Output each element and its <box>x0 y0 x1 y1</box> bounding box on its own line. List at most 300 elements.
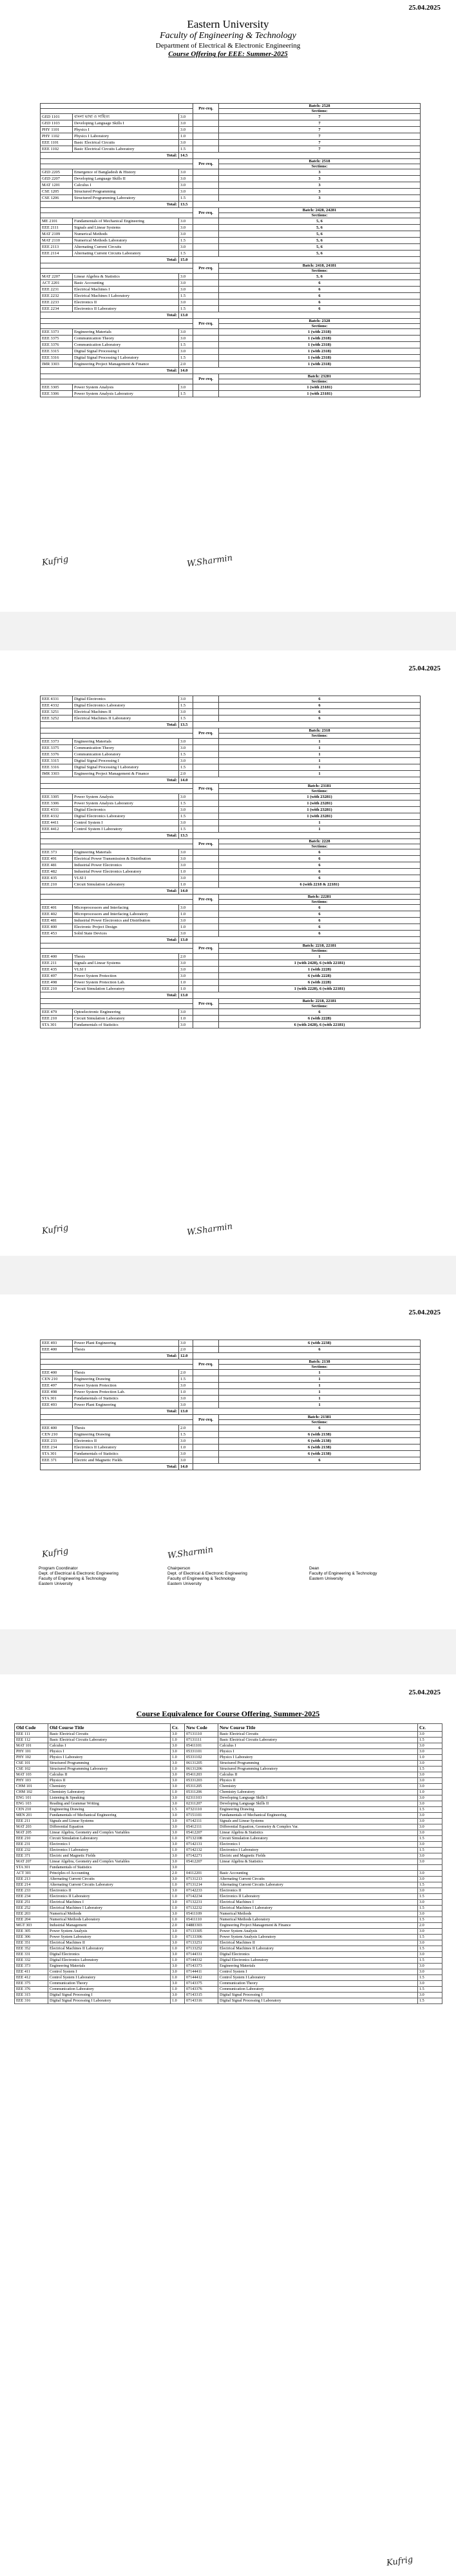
course-title: Power Plant Engineering <box>73 1340 179 1347</box>
new-code: 07142132 <box>185 1848 218 1853</box>
course-code: EEE 3306 <box>41 391 73 397</box>
total-row <box>41 257 421 263</box>
course-row <box>41 960 421 967</box>
course-title: Circuit Simulation Laboratory <box>73 882 179 888</box>
total-value: 15.0 <box>179 257 193 263</box>
new-credit: 1.5 <box>418 1987 442 1993</box>
course-credit: 1.5 <box>179 703 193 709</box>
course-code: EEE 2111 <box>41 225 73 231</box>
new-code: 07142233 <box>185 1888 218 1894</box>
course-code: ACT 2201 <box>41 280 73 287</box>
course-sections: 6 <box>219 1425 421 1432</box>
course-row <box>41 391 421 397</box>
batch-header <box>41 208 421 213</box>
course-prereq <box>193 231 219 238</box>
total-row <box>41 1464 421 1470</box>
new-code: 07143316 <box>185 1998 218 2004</box>
course-code: EEE 1102 <box>41 146 73 153</box>
course-title: Linear Algebra & Statistics <box>73 274 179 280</box>
sections-header <box>41 949 421 954</box>
new-title: Physics I <box>218 1749 418 1755</box>
course-code: EEE 211 <box>41 960 73 967</box>
new-credit: 1.5 <box>418 1935 442 1940</box>
new-credit: 1.5 <box>418 1807 442 1813</box>
course-prereq <box>193 1009 219 1016</box>
old-credit: 3.0 <box>171 1865 185 1871</box>
course-title: বাংলা ভাষা ও সাহিত্য <box>73 114 179 120</box>
new-credit: 3.0 <box>418 1911 442 1917</box>
course-prereq <box>193 764 219 771</box>
course-sections: 6 <box>219 924 421 931</box>
course-credit: 1.5 <box>179 826 193 833</box>
course-code: EEE 2233 <box>41 299 73 306</box>
course-row <box>41 361 421 368</box>
course-prereq <box>193 771 219 777</box>
new-code: 05411109 <box>185 1911 218 1917</box>
old-code: EEE 233 <box>15 1888 48 1894</box>
old-code: EEE 412 <box>15 1975 48 1981</box>
sections-label: Sections: <box>219 734 421 739</box>
batch-label: Batch: 2518 <box>219 159 421 164</box>
old-title: Structured Programming Laboratory <box>48 1766 171 1772</box>
new-credit: 1.5 <box>418 1958 442 1964</box>
course-code: STA 301 <box>41 1451 73 1457</box>
course-title: Power System Protection Lab. <box>73 1389 179 1396</box>
total-value: 13.5 <box>179 202 193 208</box>
course-sections: 6 (with 2138) <box>219 1438 421 1444</box>
new-credit: 1.5 <box>418 1848 442 1853</box>
course-sections: 6 <box>219 1009 421 1016</box>
course-credit: 1.5 <box>179 1432 193 1438</box>
course-prereq <box>193 355 219 361</box>
course-credit: 3.0 <box>179 862 193 869</box>
course-credit: 3.0 <box>179 384 193 391</box>
total-row <box>41 937 421 943</box>
course-row <box>41 703 421 709</box>
course-prereq <box>193 911 219 918</box>
batch-label: Batch: 2328 <box>219 319 421 324</box>
course-row <box>41 1009 421 1016</box>
course-prereq <box>193 280 219 287</box>
course-row <box>41 1402 421 1408</box>
course-code: EEE 3306 <box>41 800 73 807</box>
course-code: EEE 401 <box>41 905 73 911</box>
new-title: Communication Theory <box>218 1981 418 1987</box>
new-credit: 3.0 <box>418 1743 442 1749</box>
course-sections: 5, 6 <box>219 238 421 244</box>
course-title: Electrical Machines II <box>73 709 179 715</box>
course-credit: 3.0 <box>179 287 193 293</box>
total-value: 14.0 <box>179 777 193 784</box>
new-title: Digital Signal Processing I <box>218 1993 418 1998</box>
course-title: Engineering Drawing <box>73 1432 179 1438</box>
old-title: Principles of Accounting <box>48 1871 171 1877</box>
sections-label: Sections: <box>219 949 421 954</box>
course-code: EEE 435 <box>41 875 73 882</box>
old-code: EEE 231 <box>15 1842 48 1848</box>
course-title: Electronics II Laboratory <box>73 306 179 312</box>
course-title: Structured Programming <box>73 189 179 195</box>
course-title: VLSI I <box>73 875 179 882</box>
course-row <box>41 709 421 715</box>
course-prereq <box>193 1383 219 1389</box>
new-code: 07143315 <box>185 1993 218 1998</box>
course-code: EEE 400 <box>41 1370 73 1376</box>
course-sections: 6 <box>219 696 421 703</box>
course-sections: 1 (with 2318) <box>219 342 421 348</box>
course-sections: 1 <box>219 820 421 826</box>
new-credit: 3.0 <box>418 1824 442 1830</box>
course-sections: 6 (with 2428), 6 (with 22181) <box>219 1022 421 1028</box>
course-prereq <box>193 1376 219 1383</box>
course-credit: 3.0 <box>179 745 193 752</box>
course-credit: 1.0 <box>179 869 193 875</box>
new-title: Engineering Drawing <box>218 1807 418 1813</box>
signature-row <box>39 554 438 580</box>
course-title: Emergence of Bangladesh & History <box>73 169 179 176</box>
new-title: Digital Electronics Laboratory <box>218 1958 418 1964</box>
new-title: Chemistry <box>218 1784 418 1790</box>
course-title: Microprocessors and Interfacing Laboratory <box>73 911 179 918</box>
course-sections: 6 (with 2138) <box>219 1444 421 1451</box>
course-credit: 3.0 <box>179 820 193 826</box>
course-title: Structured Programming Laboratory <box>73 195 179 202</box>
sections-header <box>41 269 421 274</box>
total-row <box>41 1408 421 1415</box>
old-title: Signals and Linear Systems <box>48 1819 171 1824</box>
course-row <box>41 973 421 980</box>
old-code: MAT 103 <box>15 1772 48 1778</box>
course-title: Signals and Linear Systems <box>73 960 179 967</box>
course-code: EEE 491 <box>41 856 73 862</box>
coordinator-block: Program Coordinator Dept. of Electrical & Electronic Engineering Faculty of Engineering & Technology Eastern University <box>39 1566 119 1586</box>
old-credit: 3.0 <box>171 1853 185 1859</box>
total-row <box>41 833 421 839</box>
course-sections: 6 (with 2218 & 22181) <box>219 882 421 888</box>
course-prereq <box>193 287 219 293</box>
course-title: VLSI I <box>73 967 179 973</box>
total-label: Total: <box>41 833 179 839</box>
old-title: Fundamentals of Statistics <box>48 1865 171 1871</box>
course-title: Numerical Methods <box>73 231 179 238</box>
course-row <box>41 329 421 336</box>
course-prereq <box>193 967 219 973</box>
sections-label: Sections: <box>219 1004 421 1009</box>
course-prereq <box>193 1457 219 1464</box>
course-sections: 1 <box>219 1402 421 1408</box>
batch-label: Batch: 22281 <box>219 895 421 900</box>
course-row <box>41 745 421 752</box>
course-prereq <box>193 1402 219 1408</box>
old-title: Basic Electrical Circuits Laboratory <box>48 1738 171 1743</box>
course-row <box>41 849 421 856</box>
new-credit: 2.0 <box>418 1923 442 1929</box>
course-sections: 6 <box>219 703 421 709</box>
course-code: MAT 2207 <box>41 274 73 280</box>
course-credit: 3.0 <box>179 280 193 287</box>
course-title: Industrial Power Electronics and Distribution <box>73 918 179 924</box>
new-code: 07142131 <box>185 1842 218 1848</box>
new-credit: 1.0 <box>418 1790 442 1795</box>
course-prereq <box>193 1347 219 1353</box>
course-row <box>41 244 421 251</box>
course-title: Digital Electronics <box>73 696 179 703</box>
course-code: EEE 400 <box>41 1425 73 1432</box>
old-credit: 1.0 <box>171 1894 185 1900</box>
course-title: Thesis <box>73 954 179 960</box>
old-credit: 3.0 <box>171 1911 185 1917</box>
course-credit: 3.0 <box>179 1396 193 1402</box>
equivalence-row <box>15 1877 442 1882</box>
new-title: Calculus I <box>218 1743 418 1749</box>
new-title: Physics I Laboratory <box>218 1755 418 1761</box>
new-code: 07133305 <box>185 1929 218 1935</box>
course-credit: 3.0 <box>179 1022 193 1028</box>
new-code: 07144331 <box>185 1952 218 1958</box>
course-title: Basic Electrical Circuits <box>73 140 179 146</box>
course-title: Microprocessors and Interfacing <box>73 905 179 911</box>
course-code: EEE 3375 <box>41 745 73 752</box>
old-title: Communication Theory <box>48 1981 171 1987</box>
signature-area <box>39 1545 438 1604</box>
old-credit: 1.5 <box>171 1807 185 1813</box>
course-prereq <box>193 140 219 146</box>
course-sections: 1 (with 23281) <box>219 813 421 820</box>
new-title: Linear Algebra & Statistics <box>218 1859 418 1865</box>
old-credit: 3.0 <box>171 1784 185 1790</box>
course-prereq <box>193 800 219 807</box>
course-credit: 3.0 <box>179 918 193 924</box>
batch-label: Batch: 2318 <box>219 728 421 734</box>
new-code: 07142111 <box>185 1819 218 1824</box>
course-sections: 1 <box>219 752 421 758</box>
course-code: EEE 210 <box>41 882 73 888</box>
course-code: EEE 373 <box>41 849 73 856</box>
course-prereq <box>193 954 219 960</box>
course-title: Fundamentals of Statistics <box>73 1022 179 1028</box>
course-code: GED 2205 <box>41 169 73 176</box>
course-prereq <box>193 739 219 745</box>
course-title: Physics I Laboratory <box>73 133 179 140</box>
equivalence-row <box>15 1859 442 1865</box>
new-title: Linear Algebra & Statistics <box>218 1830 418 1836</box>
equivalence-row <box>15 1952 442 1958</box>
equivalence-row <box>15 1865 442 1871</box>
sections-label: Sections: <box>219 1365 421 1370</box>
new-code: 05412207 <box>185 1859 218 1865</box>
total-label: Total: <box>41 777 179 784</box>
course-prereq <box>193 244 219 251</box>
course-row <box>41 869 421 875</box>
new-code: 07143373 <box>185 1964 218 1969</box>
course-prereq <box>193 980 219 986</box>
course-credit: 3.0 <box>179 218 193 225</box>
equivalence-row <box>15 1946 442 1952</box>
chair-signature: W.Sharmin <box>167 1545 214 1561</box>
sections-label: Sections: <box>219 109 421 114</box>
equivalence-row <box>15 1795 442 1801</box>
sections-label: Sections: <box>219 789 421 794</box>
sections-label: Sections: <box>219 269 421 274</box>
batch-label: Batch: 2138 <box>219 1359 421 1365</box>
course-row <box>41 794 421 800</box>
new-credit: 3.0 <box>418 1969 442 1975</box>
sections-header <box>41 844 421 849</box>
course-code: EEE 481 <box>41 862 73 869</box>
course-title: Power System Protection Lab. <box>73 980 179 986</box>
new-credit: 3.0 <box>418 1859 442 1865</box>
course-code: EEE 497 <box>41 973 73 980</box>
course-title: Basic Accounting <box>73 280 179 287</box>
new-title: Electrical Machines II Laboratory <box>218 1946 418 1952</box>
course-credit: 3.0 <box>179 709 193 715</box>
equivalence-header: Cr. <box>171 1724 185 1732</box>
course-code: PHY 1101 <box>41 127 73 133</box>
course-credit: 1.5 <box>179 752 193 758</box>
course-title: Calculus I <box>73 182 179 189</box>
course-credit: 3.0 <box>179 329 193 336</box>
course-sections: 1 (with 2318) <box>219 361 421 368</box>
course-prereq <box>193 1370 219 1376</box>
prereq-label: Pre-req. <box>193 208 219 218</box>
new-code: 07132108 <box>185 1836 218 1842</box>
batch-label: Batch: 2418, 24181 <box>219 263 421 269</box>
course-sections: 6 <box>219 306 421 312</box>
course-code: EEE 210 <box>41 1016 73 1022</box>
old-title: Engineering Materials <box>48 1964 171 1969</box>
old-code: EEE 373 <box>15 1964 48 1969</box>
course-code: EEE 3376 <box>41 342 73 348</box>
course-row <box>41 384 421 391</box>
old-code: PHY 103 <box>15 1778 48 1784</box>
new-title: Signals and Linear Systems <box>218 1819 418 1824</box>
new-credit: 3.0 <box>418 1830 442 1836</box>
new-code: 07143375 <box>185 1981 218 1987</box>
new-title: Control System I <box>218 1969 418 1975</box>
old-credit: 3.0 <box>171 1743 185 1749</box>
new-credit: 1.5 <box>418 1906 442 1911</box>
course-row <box>41 176 421 182</box>
course-code: EEE 4332 <box>41 813 73 820</box>
course-sections: 6 (with 2228) <box>219 973 421 980</box>
course-sections: 1 <box>219 771 421 777</box>
course-title: Control System I <box>73 820 179 826</box>
total-label: Total: <box>41 888 179 895</box>
equivalence-row <box>15 1923 442 1929</box>
new-code: 05311206 <box>185 1790 218 1795</box>
old-title: Electronics II <box>48 1888 171 1894</box>
old-code: ENG 101 <box>15 1795 48 1801</box>
course-sections: 1 (with 2228) <box>219 967 421 973</box>
old-title: Linear Algebra, Geometry and Complex Variables <box>48 1830 171 1836</box>
old-credit: 3.0 <box>171 1795 185 1801</box>
course-title: Power Plant Engineering <box>73 1402 179 1408</box>
course-code: EEE 4332 <box>41 703 73 709</box>
equivalence-row <box>15 1917 442 1923</box>
course-sections: 3 <box>219 195 421 202</box>
new-title: Digital Electronics <box>218 1952 418 1958</box>
old-code: MAT 207 <box>15 1859 48 1865</box>
course-row <box>41 1016 421 1022</box>
batch-label: Batch: 2228 <box>219 839 421 844</box>
course-sections: 1 (with 2318) <box>219 355 421 361</box>
course-sections: 1 <box>219 1376 421 1383</box>
coordinator-signature: Kufrig <box>41 554 70 568</box>
chair-signature: W.Sharmin <box>186 553 234 569</box>
course-row <box>41 752 421 758</box>
course-prereq <box>193 1432 219 1438</box>
total-value: 13.5 <box>179 833 193 839</box>
course-prereq <box>193 1016 219 1022</box>
course-code: EEE 3251 <box>41 709 73 715</box>
course-row <box>41 954 421 960</box>
course-code: EEE 400 <box>41 954 73 960</box>
new-code: 07133306 <box>185 1935 218 1940</box>
course-sections: 6 (with 2238) <box>219 1340 421 1347</box>
new-title: Chemistry Laboratory <box>218 1790 418 1795</box>
new-credit: 1.5 <box>418 1975 442 1981</box>
new-credit: 1.5 <box>418 1946 442 1952</box>
course-sections: 7 <box>219 146 421 153</box>
course-row <box>41 771 421 777</box>
old-title: Control System I Laboratory <box>48 1975 171 1981</box>
batch-label: Batch: 2218, 22181 <box>219 999 421 1004</box>
old-credit: 3.0 <box>171 1993 185 1998</box>
course-code: EEE 2232 <box>41 293 73 299</box>
course-title: Communication Laboratory <box>73 752 179 758</box>
old-title: Structured Programming <box>48 1761 171 1766</box>
old-code: EEE 111 <box>15 1732 48 1738</box>
new-title: Power System Analysis <box>218 1929 418 1935</box>
course-row <box>41 348 421 355</box>
course-credit: 3.0 <box>179 169 193 176</box>
course-row <box>41 169 421 176</box>
new-code: 07131214 <box>185 1882 218 1888</box>
course-credit: 3.0 <box>179 120 193 127</box>
course-prereq <box>193 875 219 882</box>
new-title: Electrical Machines I Laboratory <box>218 1906 418 1911</box>
course-row <box>41 862 421 869</box>
course-row <box>41 1438 421 1444</box>
course-prereq <box>193 709 219 715</box>
old-code: EEE 234 <box>15 1894 48 1900</box>
old-credit: 1.0 <box>171 1917 185 1923</box>
new-title: Electrical Machines I <box>218 1900 418 1906</box>
equivalence-row <box>15 1801 442 1807</box>
old-code: EEE 375 <box>15 1981 48 1987</box>
old-credit: 3.0 <box>171 1824 185 1830</box>
course-credit: 1.5 <box>179 800 193 807</box>
course-row <box>41 758 421 764</box>
old-title: Calculus II <box>48 1772 171 1778</box>
course-title: Industrial Power Electronics <box>73 862 179 869</box>
old-code: EEE 214 <box>15 1882 48 1888</box>
course-sections: 6 (with 2228) <box>219 1016 421 1022</box>
new-code: 04883303 <box>185 1923 218 1929</box>
course-code: EEE 2113 <box>41 244 73 251</box>
total-label: Total: <box>41 153 179 159</box>
course-code: CSE 1206 <box>41 195 73 202</box>
course-code: EEE 3315 <box>41 348 73 355</box>
old-title: Differential Equation <box>48 1824 171 1830</box>
course-sections: 5, 6 <box>219 274 421 280</box>
old-code: CSE 101 <box>15 1761 48 1766</box>
course-sections: 6 <box>219 715 421 722</box>
course-row <box>41 299 421 306</box>
batch-header <box>41 839 421 844</box>
course-code: IMR 3303 <box>41 771 73 777</box>
course-row <box>41 764 421 771</box>
